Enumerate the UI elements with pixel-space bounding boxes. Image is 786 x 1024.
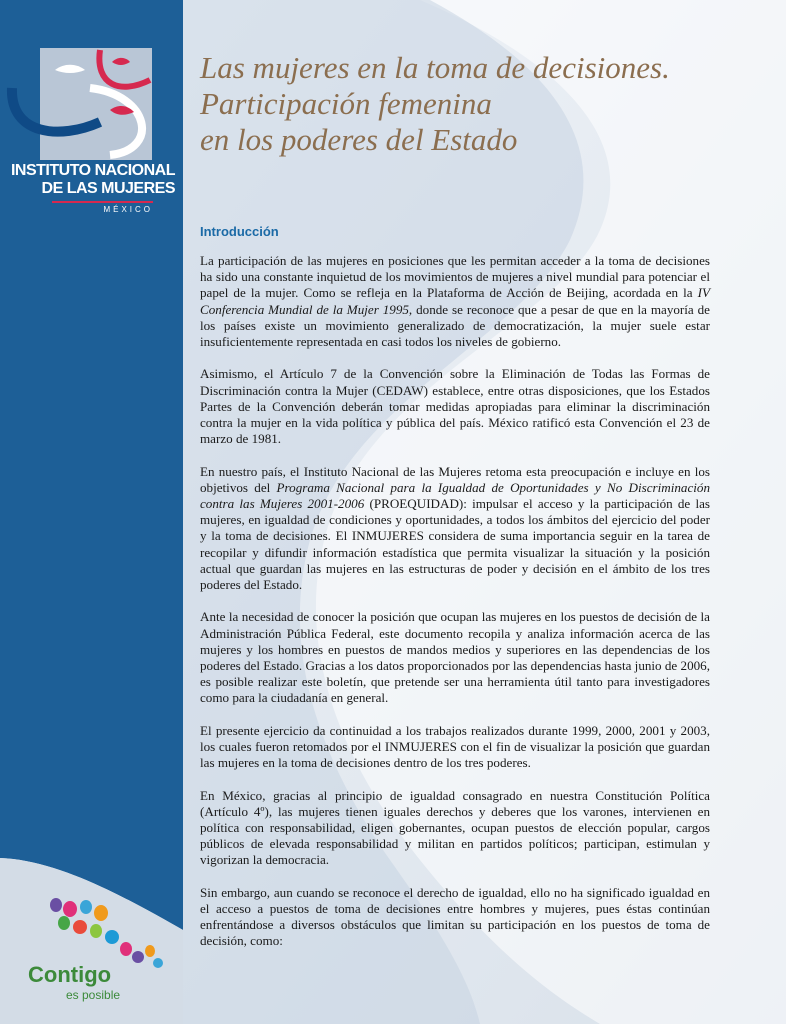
institute-country: MÉXICO bbox=[103, 205, 153, 214]
body-paragraph bbox=[200, 609, 710, 706]
body-paragraph bbox=[200, 885, 710, 950]
title-line: en los poderes del Estado bbox=[200, 122, 518, 157]
body-paragraph bbox=[200, 788, 710, 869]
body-paragraph bbox=[200, 723, 710, 772]
logo-divider bbox=[52, 201, 153, 203]
section-heading: Introducción bbox=[200, 224, 279, 239]
italic-run: IV Conferencia Mundial de la Mujer 1995 bbox=[200, 285, 710, 317]
text-run: El presente ejercicio da continuidad a los trabajos realizados durante 1999, 2000, 2001 y 2003, los cuales fueron retomados por el INMUJERES con el fin de visualizar la posición que guardan las mujeres en la toma de decisiones dentro de los tres poderes. bbox=[200, 722, 710, 771]
text-run: Asimismo, el Artículo 7 de la Convención sobre la Eliminación de Todas las Formas de Discriminación contra la Mujer (CEDAW) establece, entre otras disposiciones, que los Estados Partes de la Convención deberán tomar medidas apropiadas para eliminar la discriminación contra la mujer en la vida política y pública del país. México ratificó esta Convención el 23 de marzo de 1981. bbox=[200, 366, 710, 447]
campaign-logo-text: Contigo bbox=[28, 962, 112, 987]
text-run: (PROEQUIDAD): impulsar el acceso y la participación de las mujeres, en igualdad de condiciones y oportunidades, a todos los ámbitos del ejercicio del poder y la toma de decisiones. El INMUJERES considera de suma importancia seguir en la tarea de recopilar y difundir información estadística que permita visualizar la situación y la posición actual que guardan las mujeres en las estructuras de poder y decisión en el ámbito de los tres poderes del Estado. bbox=[200, 496, 710, 593]
document-title bbox=[200, 50, 770, 158]
text-run: , donde se reconoce que a pesar de que en la mayoría de los países existe un movimiento generalizado de democratización, la mujer suele estar insuficientemente representada en casi todos los niveles de gobierno. bbox=[200, 301, 710, 350]
colored-hands-icon bbox=[46, 893, 166, 973]
main-content bbox=[200, 224, 710, 966]
text-run: En nuestro país, el Instituto Nacional de las Mujeres retoma esta preocupación e incluye en los objetivos del bbox=[200, 463, 710, 495]
institute-name-line1: INSTITUTO NACIONAL bbox=[10, 162, 175, 179]
title-line: Las mujeres en la toma de decisiones. bbox=[200, 50, 670, 85]
body-paragraph bbox=[200, 464, 710, 594]
text-run: Sin embargo, aun cuando se reconoce el derecho de igualdad, ello no ha significado igualdad en el acceso a puestos de toma de decisiones entre hombres y mujeres, pues éstas continúan enfrentándose a diversos obstáculos que limitan su participación en los puestos de toma de decisión, como: bbox=[200, 884, 710, 949]
campaign-logo-subtext: es posible bbox=[66, 988, 121, 1002]
body-paragraph bbox=[200, 366, 710, 447]
text-run: La participación de las mujeres en posiciones que les permitan acceder a la toma de decisiones ha sido una constante inquietud de los movimientos de mujeres a nivel mundial para potenciar el papel de la mujer. Como se refleja en la Plataforma de Acción de Beijing, acordada en la bbox=[200, 253, 710, 301]
institute-name-line2: DE LAS MUJERES bbox=[41, 180, 175, 197]
paragraph-list bbox=[200, 253, 710, 950]
body-paragraph bbox=[200, 253, 710, 350]
title-line: Participación femenina bbox=[200, 86, 492, 121]
text-run: Ante la necesidad de conocer la posición que ocupan las mujeres en los puestos de decisión de la Administración Pública Federal, este documento recopila y analiza información acerca de las mujeres y los hombres en puestos de mandos medios y superiores en las dependencias de los poderes del Estado. Gracias a los datos proporcionados por las dependencias hasta junio de 2006, es posible realizar este boletín, que pretende ser una herramienta útil tanto para investigadores como para la ciudadanía en general. bbox=[200, 609, 710, 706]
italic-run: Programa Nacional para la Igualdad de Oportunidades y No Discriminación contra las Mujeres 2001-2006 bbox=[200, 479, 710, 512]
text-run: En México, gracias al principio de igualdad consagrado en nuestra Constitución Política (Artículo 4º), las mujeres tienen iguales derechos y deberes que los varones, intervienen en política con responsabilidad, eligen gobernantes, ocupan puestos de elección popular, cargos públicos de elevada responsabilidad y militan en partidos políticos; participan, estimulan y vigorizan la democracia. bbox=[200, 787, 710, 868]
